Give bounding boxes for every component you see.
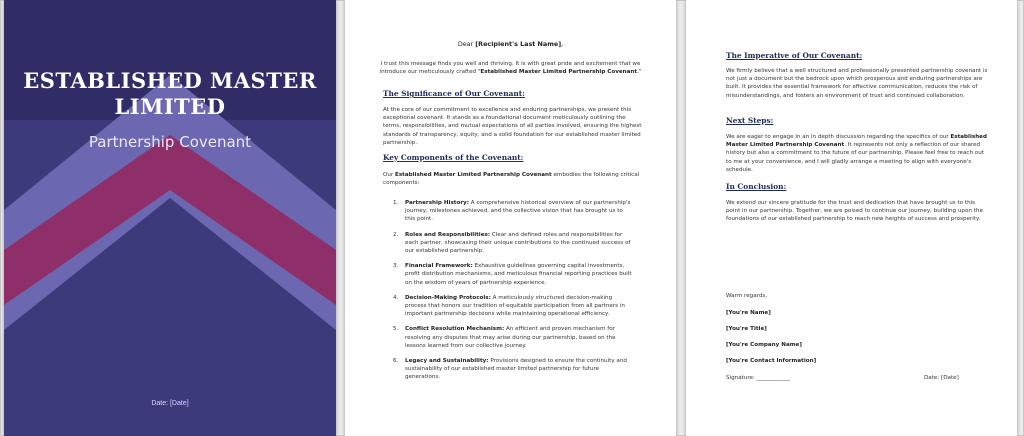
- component-number: 5.: [393, 326, 399, 333]
- sender-name: [You're Name]: [726, 310, 771, 316]
- greeting-prefix: Dear: [457, 40, 476, 48]
- key-intro-text: Our: [383, 172, 396, 178]
- component-item: [393, 199, 633, 224]
- key-components-intro: [383, 171, 645, 187]
- next-steps-text: We are eager to engage in an in depth discussion regarding the specifics of our: [726, 134, 951, 140]
- component-description: A comprehensive historical overview of our partnership's journey, milestones achieved, and the collective vision that has brought us to this point.: [405, 200, 631, 223]
- imperative-paragraph: We firmly believe that a well structured and professionally presented partnership covenant is not just a document but the bedrock upon which prosperous and enduring partnerships are built. It provides the essential framework for effective communication, reduces the risk of misunderstandings, and fosters an environment of trust and continued collaboration.: [726, 68, 988, 99]
- greeting-suffix: ,: [561, 40, 564, 48]
- component-item: [393, 262, 633, 287]
- component-number: 6.: [393, 358, 399, 365]
- component-number: 3.: [393, 263, 399, 270]
- key-intro-end: embodies the following critical components:: [383, 172, 640, 187]
- sender-contact: [You're Contact Information]: [726, 358, 817, 364]
- component-title: Decision-Making Protocols:: [405, 294, 491, 301]
- conclusion-heading: In Conclusion:: [726, 182, 787, 191]
- intro-paragraph: [375, 60, 646, 76]
- cover-graphic: [4, 0, 336, 436]
- significance-paragraph: At the core of our commitment to excellence and enduring partnerships, we present this exceptional covenant. It stands as a foundational document meticulously outlining the terms, responsibilities, and mutual expectations of all parties involved, ensuring the highest standards of transparency, equity, and a solid foundation for our established master limited partnership.: [383, 107, 642, 146]
- cover-subtitle: Partnership Covenant: [88, 133, 252, 151]
- component-title: Financial Framework:: [405, 263, 473, 270]
- component-title: Partnership History:: [405, 200, 469, 206]
- next-steps-paragraph: [726, 133, 988, 174]
- next-steps-covenant: Established Master Limited Partnership Covenant: [726, 134, 987, 149]
- cover-date: Date: [Date]: [151, 400, 189, 407]
- intro-line-2: [375, 68, 646, 76]
- imperative-heading: The Imperative of Our Covenant:: [726, 51, 863, 60]
- sender-title: [You're Title]: [726, 326, 767, 332]
- component-description: An efficient and proven mechanism for resolving any disputes that may arise during our partnership, based on the lessons learned from our collective journey.: [405, 326, 616, 349]
- next-steps-end: . It represents not only a reflection of our shared history but also a commitment to the future of our partnership. Please feel free to reach out to me at your convenience, and I will gladly arrange a meeting to align with everyone's schedule.: [726, 142, 984, 173]
- closing-text: Warm regards,: [726, 293, 768, 299]
- letter-page-1: [345, 0, 676, 436]
- component-number: 4.: [393, 294, 399, 301]
- letter-page-2: [686, 0, 1017, 436]
- signature-date: Date: [Date]: [924, 375, 959, 381]
- component-title: Legacy and Sustainability:: [405, 358, 489, 365]
- sender-company: [You're Company Name]: [726, 342, 802, 348]
- component-title: Conflict Resolution Mechanism:: [405, 326, 505, 333]
- component-title: Roles and Responsibilities:: [405, 231, 491, 238]
- component-description: A meticulously structured decision-making process that honors our tradition of equitable participation from all partners in important partnership decisions while maintaining operational efficiency.: [405, 294, 625, 318]
- component-description: Clear and defined roles and responsibilities for each partner, showcasing their unique contributions to the continued success of our established partnership.: [405, 231, 631, 255]
- component-item: [393, 231, 633, 256]
- component-description: Provisions designed to ensure the continuity and sustainability of our established master limited partnership for future generations.: [405, 358, 627, 381]
- component-item: [393, 294, 633, 319]
- components-list: [393, 199, 633, 389]
- cover-title-line1: ESTABLISHED MASTER: [23, 68, 317, 93]
- component-number: 1.: [393, 200, 399, 206]
- intro-end: .": [637, 69, 642, 76]
- recipient-name: [Recipient's Last Name]: [475, 40, 562, 48]
- component-description: Exhaustive guidelines governing capital investments, profit distribution mechanisms, and meticulous financial reporting practices built on the wisdom of years of partnership experience.: [405, 263, 632, 286]
- cover-title: [4, 68, 336, 120]
- greeting: [345, 40, 676, 48]
- next-steps-heading: Next Steps:: [726, 116, 774, 125]
- cover-page: [4, 0, 336, 436]
- intro-text: introduce our meticulously crafted ": [379, 69, 481, 76]
- significance-heading: The Significance of Our Covenant:: [383, 89, 525, 98]
- component-item: [393, 357, 633, 382]
- intro-line-1: I trust this message finds you well and thriving. It is with great pride and excitement that we: [380, 61, 641, 67]
- covenant-name: Established Master Limited Partnership Covenant: [480, 69, 638, 76]
- component-item: [393, 325, 633, 350]
- signature-line: Signature: ____________: [726, 375, 791, 381]
- conclusion-paragraph: We extend our sincere gratitude for the trust and dedication that have brought us to this point in our partnership. Together, we are poised to continue our journey, building upon the foundations of our established partnership to reach new heights of success and prosperity.: [726, 200, 983, 223]
- key-intro-covenant: Established Master Limited Partnership Covenant: [395, 172, 552, 178]
- component-number: 2.: [393, 231, 399, 238]
- key-components-heading: Key Components of the Covenant:: [383, 153, 524, 162]
- cover-title-line2: LIMITED: [114, 94, 226, 119]
